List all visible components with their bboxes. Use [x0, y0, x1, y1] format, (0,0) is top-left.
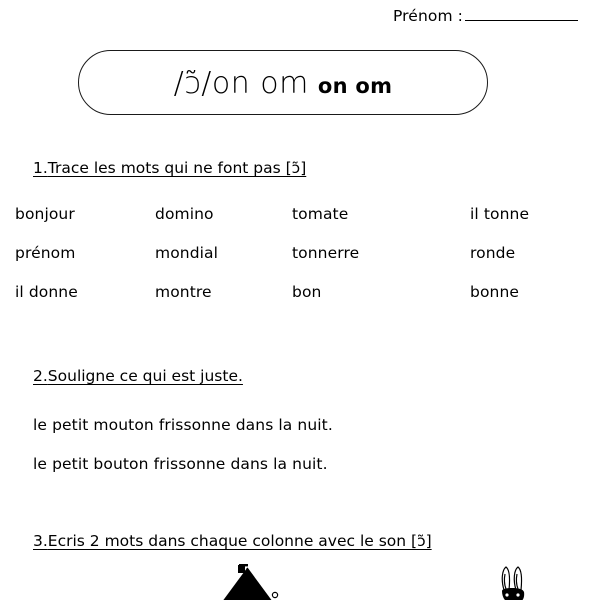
exercise-1-instruction: Trace les mots qui ne font pas [ɔ̃] [47, 159, 307, 177]
sentence-item[interactable]: le petit bouton frissonne dans la nuit. [33, 455, 328, 473]
sentence-item[interactable]: le petit mouton frissonne dans la nuit. [33, 416, 333, 434]
word-item[interactable]: tomate [292, 205, 349, 223]
table-row [15, 244, 585, 283]
exercise-1-number: 1. [33, 159, 48, 177]
word-item[interactable]: mondial [155, 244, 219, 262]
exercise-1-heading [33, 159, 306, 177]
exercise-3-heading [33, 532, 432, 550]
exercise-2-number: 2. [33, 367, 48, 385]
phoneme-symbol: /ɔ̃/ [173, 66, 212, 101]
exercise-2-instruction: Souligne ce qui est juste. [47, 367, 243, 385]
name-input-blank[interactable] [465, 7, 578, 21]
word-item[interactable]: il tonne [470, 205, 530, 223]
exercise-3-instruction: Ecris 2 mots dans chaque colonne avec le son [ɔ̃] [47, 532, 432, 550]
word-item[interactable]: prénom [15, 244, 76, 262]
word-item[interactable]: bon [292, 283, 322, 301]
word-item[interactable]: il donne [15, 283, 78, 301]
picture-column-headers [0, 560, 600, 600]
house-illustration-icon [213, 562, 293, 600]
table-row [15, 283, 585, 322]
word-item[interactable]: bonne [470, 283, 520, 301]
exercise-3-number: 3. [33, 532, 48, 550]
word-grid [15, 205, 585, 322]
sound-title-box [78, 50, 488, 115]
grapheme-bold: on om [317, 74, 393, 98]
word-item[interactable]: domino [155, 205, 214, 223]
rabbit-illustration-icon [492, 564, 550, 600]
word-item[interactable]: montre [155, 283, 212, 301]
word-item[interactable]: ronde [470, 244, 516, 262]
sentence-list [33, 416, 333, 494]
name-label: Prénom : [393, 7, 463, 25]
sound-title-content [174, 66, 393, 101]
exercise-2-heading [33, 367, 243, 385]
word-item[interactable]: tonnerre [292, 244, 360, 262]
table-row [15, 205, 585, 244]
grapheme-light: on om [211, 66, 309, 101]
name-field-row [393, 7, 578, 25]
word-item[interactable]: bonjour [15, 205, 75, 223]
